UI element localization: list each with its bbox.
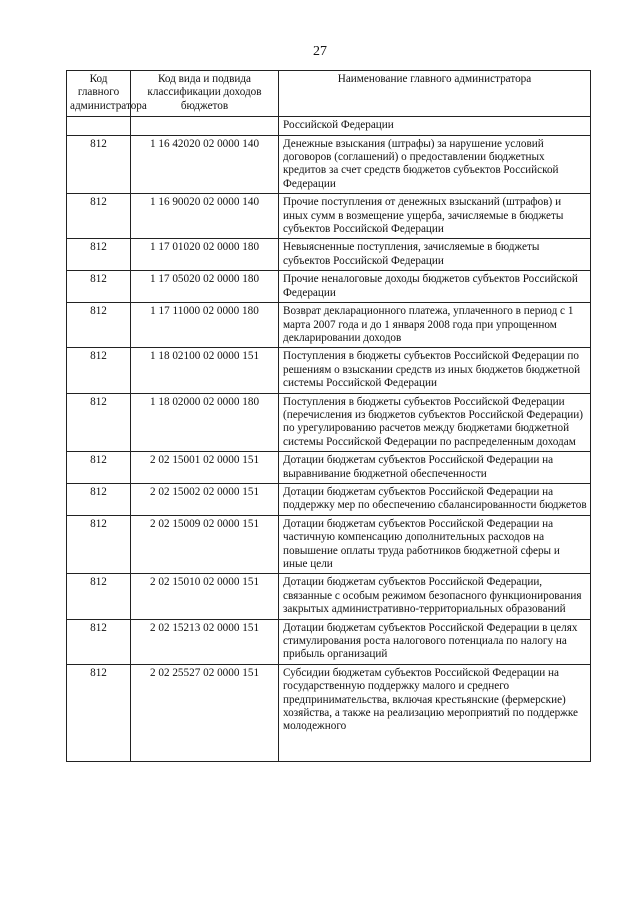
cell-admin-code: 812 <box>67 483 131 515</box>
cell-class-code: 1 17 11000 02 0000 180 <box>131 303 279 348</box>
cell-class-code: 1 17 01020 02 0000 180 <box>131 239 279 271</box>
cell-class-code: 2 02 25527 02 0000 151 <box>131 664 279 761</box>
table-row <box>67 303 591 348</box>
cell-admin-name-text: Субсидии бюджетам субъектов Российской Федерации на государственную поддержку малого и среднего предпринимательства, включая крестьянские (фермерские) хозяйства, а также на реализацию мероприятий по поддержке молодежного <box>283 666 579 733</box>
cell-admin-name: Поступления в бюджеты субъектов Российской Федерации (перечисления из бюджетов субъектов Российской Федерации) по урегулированию расчетов между бюджетами бюджетной системы Российской Федерации по распределенным доходам <box>279 393 591 452</box>
cell-admin-code: 812 <box>67 135 131 194</box>
cell-class-code: 2 02 15213 02 0000 151 <box>131 619 279 664</box>
cell-empty <box>131 117 279 135</box>
cell-admin-name: Невыясненные поступления, зачисляемые в бюджеты субъектов Российской Федерации <box>279 239 591 271</box>
cell-admin-name: Дотации бюджетам субъектов Российской Федерации на поддержку мер по обеспечению сбалансированности бюджетов <box>279 483 591 515</box>
table-row <box>67 348 591 393</box>
cell-admin-code: 812 <box>67 348 131 393</box>
cell-admin-name: Прочие поступления от денежных взысканий (штрафов) и иных сумм в возмещение ущерба, зачисляемые в бюджеты субъектов Российской Федерации <box>279 194 591 239</box>
cell-admin-name: Поступления в бюджеты субъектов Российской Федерации по решениям о взыскании средств из иных бюджетов бюджетной системы Российской Федерации <box>279 348 591 393</box>
cell-admin-name: Возврат декларационного платежа, уплаченного в период с 1 марта 2007 года и до 1 января 2008 года при упрощенном декларировании доходов <box>279 303 591 348</box>
table-row <box>67 194 591 239</box>
cell-admin-code: 812 <box>67 239 131 271</box>
cell-admin-code: 812 <box>67 619 131 664</box>
cell-admin-code: 812 <box>67 574 131 619</box>
income-classification-table <box>66 70 591 762</box>
table-row <box>67 239 591 271</box>
cell-class-code: 1 18 02100 02 0000 151 <box>131 348 279 393</box>
cell-admin-code: 812 <box>67 452 131 484</box>
cell-class-code: 2 02 15010 02 0000 151 <box>131 574 279 619</box>
cell-admin-name: Дотации бюджетам субъектов Российской Федерации в целях стимулирования роста налогового потенциала по налогу на прибыль организаций <box>279 619 591 664</box>
table-row <box>67 393 591 452</box>
cell-class-code: 1 18 02000 02 0000 180 <box>131 393 279 452</box>
cell-class-code: 2 02 15002 02 0000 151 <box>131 483 279 515</box>
table-row <box>67 664 591 761</box>
cell-admin-code: 812 <box>67 303 131 348</box>
cell-admin-code: 812 <box>67 515 131 574</box>
table-row <box>67 483 591 515</box>
cell-admin-code: 812 <box>67 393 131 452</box>
header-admin-name: Наименование главного администратора <box>279 71 591 117</box>
table-row <box>67 271 591 303</box>
header-class-code: Код вида и подвида классификации доходов бюджетов <box>131 71 279 117</box>
page-number: 27 <box>313 44 327 59</box>
cell-admin-name: Денежные взыскания (штрафы) за нарушение условий договоров (соглашений) о предоставлении бюджетных кредитов за счет средств бюджетов субъектов Российской Федерации <box>279 135 591 194</box>
cell-admin-name: Дотации бюджетам субъектов Российской Федерации, связанные с особым режимом безопасного функционирования закрытых административно-территориальных образований <box>279 574 591 619</box>
table-row <box>67 619 591 664</box>
continuation-row <box>67 117 591 135</box>
cell-admin-name <box>279 664 591 761</box>
table-row <box>67 135 591 194</box>
cell-admin-name: Дотации бюджетам субъектов Российской Федерации на частичную компенсацию дополнительных расходов на повышение оплаты труда работников бюджетной сферы и иные цели <box>279 515 591 574</box>
cell-admin-name: Дотации бюджетам субъектов Российской Федерации на выравнивание бюджетной обеспеченности <box>279 452 591 484</box>
cell-admin-code: 812 <box>67 664 131 761</box>
cell-class-code: 1 17 05020 02 0000 180 <box>131 271 279 303</box>
cell-class-code: 2 02 15001 02 0000 151 <box>131 452 279 484</box>
cell-admin-name: Прочие неналоговые доходы бюджетов субъектов Российской Федерации <box>279 271 591 303</box>
table-row <box>67 515 591 574</box>
cell-class-code: 1 16 90020 02 0000 140 <box>131 194 279 239</box>
table-row <box>67 452 591 484</box>
header-admin-code: Код главного администратора <box>67 71 131 117</box>
cell-admin-code: 812 <box>67 271 131 303</box>
cell-continuation: Российской Федерации <box>279 117 591 135</box>
cell-class-code: 1 16 42020 02 0000 140 <box>131 135 279 194</box>
table-header-row <box>67 71 591 117</box>
cell-class-code: 2 02 15009 02 0000 151 <box>131 515 279 574</box>
cell-admin-code: 812 <box>67 194 131 239</box>
table-row <box>67 574 591 619</box>
cell-empty <box>67 117 131 135</box>
